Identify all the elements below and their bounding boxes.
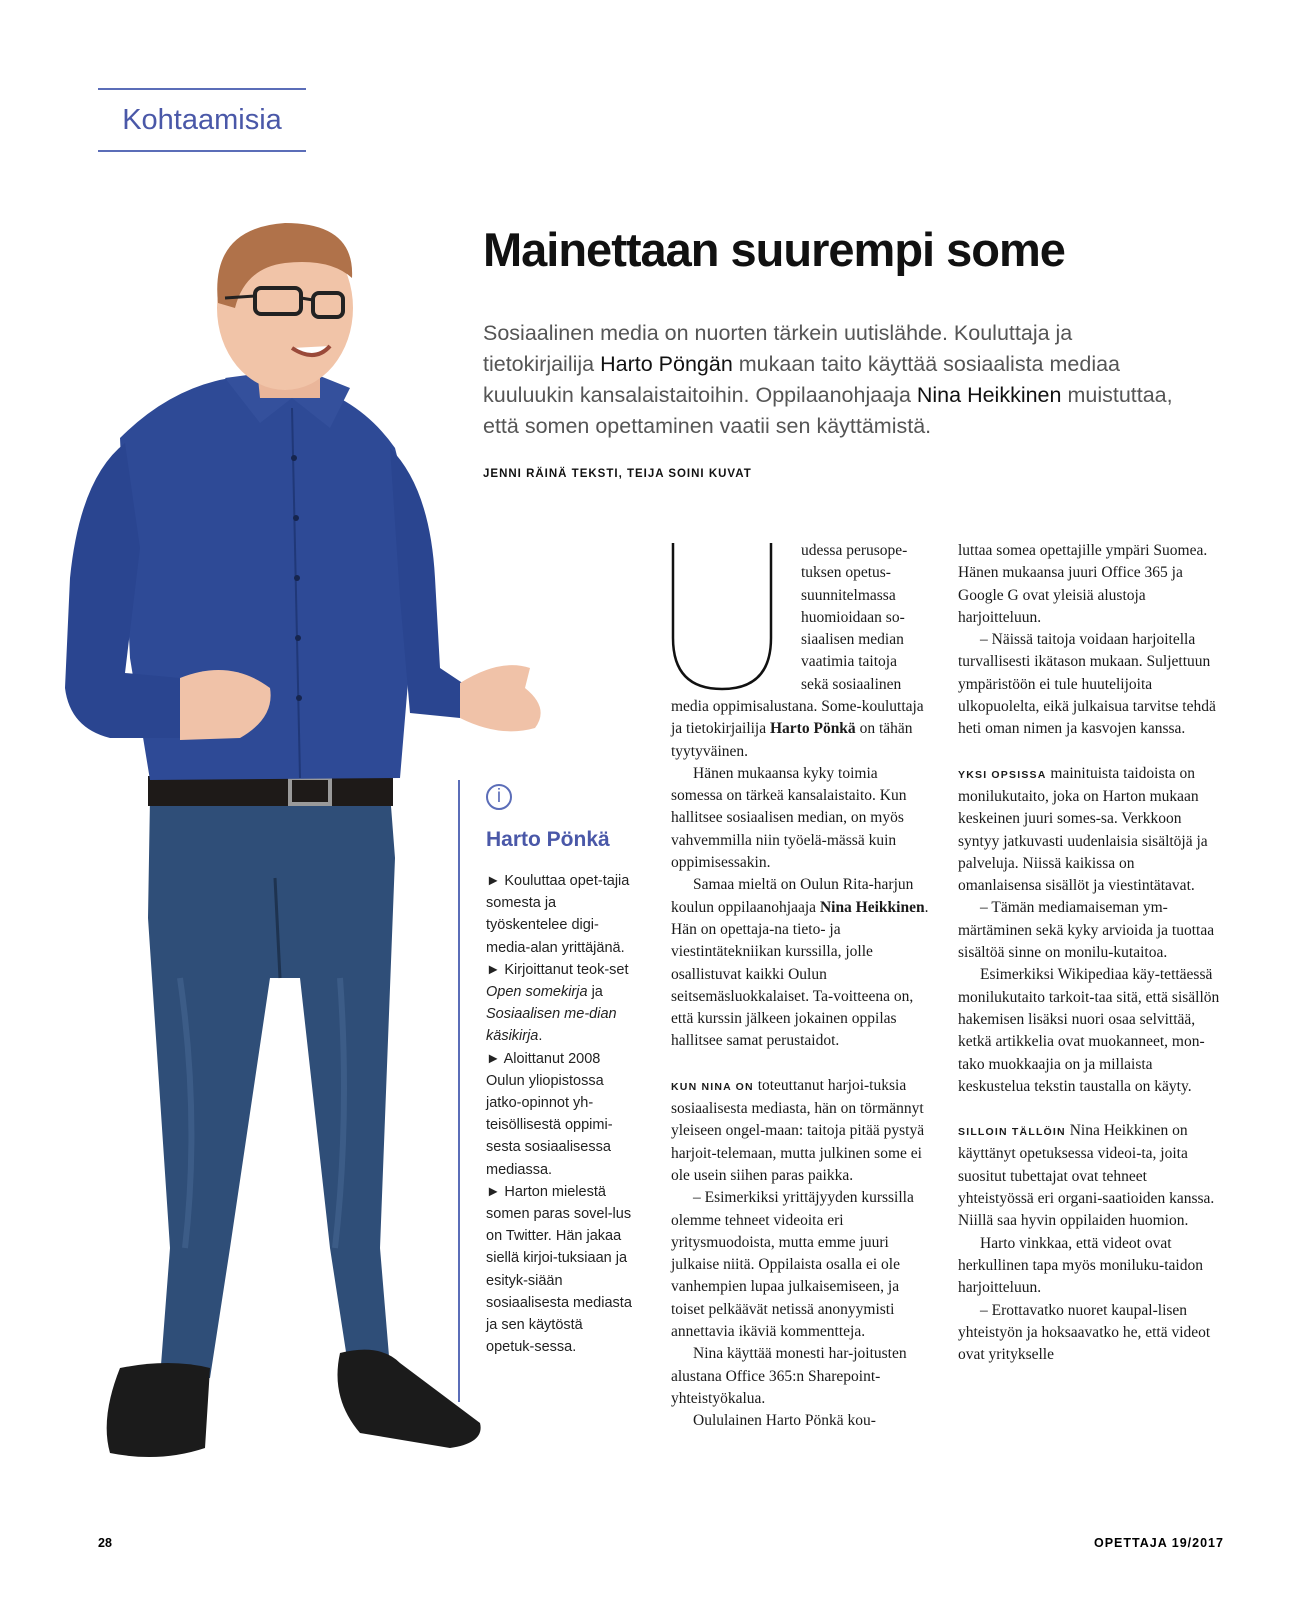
page-number: 28	[98, 1536, 112, 1550]
column-2	[958, 540, 1220, 1366]
paragraph: Esimerkiksi Wikipediaa käy-tettäessä monilukutaito tarkoit-taa sitä, että sisällön hakemisen lisäksi nuori osaa selvittää, ketkä artikkelia ovat muokanneet, mon-tako muokkaajia on ja millaista keskustelua tekstin taustalla on käyty.	[958, 966, 1220, 1095]
info-box	[458, 780, 633, 1402]
headline: Mainettaan suurempi some	[483, 223, 1065, 276]
paragraph: media oppimisalustana. Some-kouluttaja ja tietokirjailija Harto Pönkä on tähän tyytyväinen.	[671, 698, 924, 760]
paragraph: Nina käyttää monesti har-joitusten alustana Office 365:n Sharepoint-yhteistyökalua.	[671, 1345, 907, 1407]
paragraph: YKSI OPSISSA mainituista taidoista on monilukutaito, joka on Harton mukaan keskeinen juuri somes-sa. Verkkoon syntyy jatkuvasti uudenlaisia sisältöjä ja palveluja. Niissä kaikissa on omanlaisensa sisällöt ja viestintätavat.	[958, 764, 1208, 895]
paragraph: – Esimerkiksi yrittäjyyden kurssilla olemme tehneet videoita eri yritysmuodoista, mutta emme juuri julkaise niitä. Oppilaista osalla ei ole vanhempien lupaa julkaisemiseen, ja toiset pelkäävät netissä anonyymisti annettavia ikäviä kommentteja.	[671, 1189, 914, 1341]
paragraph: – Näissä taitoja voidaan harjoitella turvallisesti ikätason mukaan. Suljettuun ympäristöön ei tule huutelijoita ulkopuolelta, eikä julkaisua tarvitse tehdä heti oman nimen ja kasvojen kanssa.	[958, 631, 1216, 738]
info-body	[486, 870, 633, 1358]
info-item: ► Kirjoittanut teok-set Open somekirja ja Sosiaalisen me-dian käsikirja.	[486, 961, 629, 1045]
paragraph: Oululainen Harto Pönkä kou-	[693, 1412, 876, 1430]
info-icon: i	[486, 784, 512, 810]
paragraph: Samaa mieltä on Oulun Rita-harjun koulun oppilaanohjaaja Nina Heikkinen. Hän on opettaja-na tieto- ja viestintätekniikan kurssilla, jolle osallistuvat kaikki Oulun seitsemäsluokkalaiset. Ta-voitteena on, että kurssin jälkeen jokainen oppilas hallitsee samat perustaidot.	[671, 876, 929, 1050]
magazine-issue: OPETTAJA 19/2017	[1094, 1536, 1224, 1550]
paragraph: – Tämän mediamaiseman ym-märtäminen sekä kyky arvioida ja tuottaa sisältöä sinne on monilu-kutaitoa.	[958, 899, 1215, 962]
paragraph: Harto vinkkaa, että videot ovat herkullinen tapa myös moniluku-taidon harjoitteluun.	[958, 1234, 1203, 1297]
lead-paragraph: Sosiaalinen media on nuorten tärkein uutislähde. Kouluttaja ja tietokirjailija Harto Pöngän mukaan taito käyttää sosiaalista mediaa kuuluukin kansalaistaitoihin. Oppilaanohjaaja Nina Heikkinen muistuttaa, että somen opettaminen vaatii sen käyttämistä.	[483, 321, 1173, 438]
column-1	[671, 696, 933, 1433]
svg-text:U: U	[671, 543, 672, 544]
paragraph: KUN NINA ON toteuttanut harjoi-tuksia sosiaalisesta mediasta, hän on törmännyt yleiseen ongel-maan: taitoja pitää pystyä harjoit-telemaan, mutta julkinen some ei ole usein siihen paras paikka.	[671, 1076, 925, 1184]
info-item: ► Kouluttaa opet-tajia somesta ja työskentelee digi-media-alan yrittäjänä.	[486, 873, 630, 956]
paragraph: Hänen mukaansa kyky toimia somessa on tärkeä kansalaistaito. Kun hallitsee sosiaalisen median, on myös vahvemmilla niin työelä-mässä kuin oppimisessakin.	[671, 764, 907, 872]
paragraph: – Erottavatko nuoret kaupal-lisen yhteistyön ja hoksaavatko he, että videot ovat yritykselle	[958, 1301, 1211, 1364]
drop-cap-u	[671, 543, 773, 691]
lead-name-nina: Nina Heikkinen	[916, 383, 1062, 407]
info-item: ► Harton mielestä somen paras sovel-lus on Twitter. Hän jakaa siellä kirjoi-tuksiaan ja esityk-siään sosiaalisesta mediasta ja sen käytöstä opetuk-sessa.	[486, 1183, 632, 1356]
info-item: ► Aloittanut 2008 Oulun yliopistossa jatko-opinnot yh-teisöllisestä oppimi-sesta sosiaalisessa mediassa.	[486, 1050, 613, 1178]
info-name: Harto Pönkä	[486, 828, 610, 851]
paragraph: SILLOIN TÄLLÖIN Nina Heikkinen on käyttänyt opetuksessa videoi-ta, joita suositut tubettajat ovat tehneet yhteistyössä eri organi-saatioiden kanssa. Niillä saa hyvin oppilaiden huomion.	[958, 1122, 1215, 1230]
section-label: Kohtaamisia	[98, 88, 306, 152]
lead-name-harto: Harto Pöngän	[600, 352, 733, 376]
byline: JENNI RÄINÄ TEKSTI, TEIJA SOINI KUVAT	[483, 468, 752, 480]
paragraph: luttaa somea opettajille ympäri Suomea. Hänen mukaansa juuri Office 365 ja Google G ovat yleisiä alustoja harjoitteluun.	[958, 542, 1208, 626]
column-1-top: udessa perusope- tuksen opetus- suunnitelmassa huomioidaan so- siaalisen median vaatimia taitoja sekä sosiaalinen	[801, 542, 908, 693]
